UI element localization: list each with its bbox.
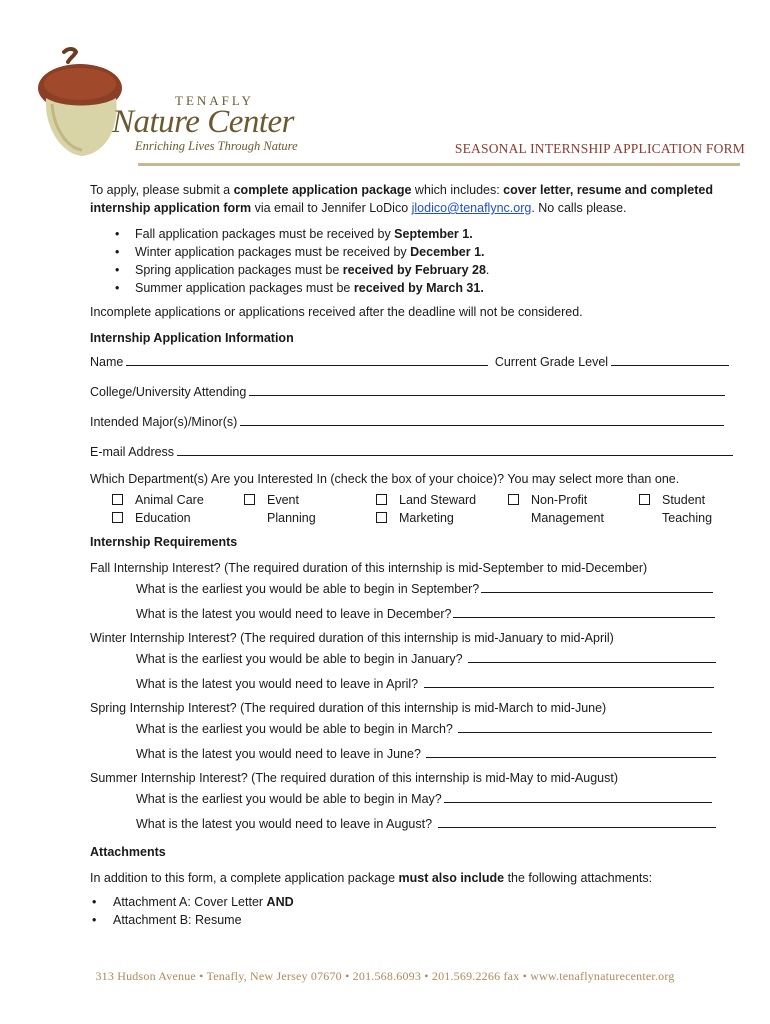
summer-leave-row: What is the latest you would need to leave in August?: [90, 812, 740, 837]
fall-leave-field[interactable]: [453, 617, 715, 618]
intro-paragraph: To apply, please submit a complete application package which includes: cover letter, resume and completed internship application form via email to Jennifer LoDico jlodico@tenaflync.org. No calls please.: [90, 183, 713, 215]
email-link[interactable]: jlodico@tenaflync.org: [411, 201, 532, 215]
summer-begin-row: What is the earliest you would be able to begin in May?: [90, 787, 740, 812]
brand-tagline: Enriching Lives Through Nature: [135, 139, 298, 153]
list-item: • Winter application packages must be received by December 1.: [135, 243, 740, 261]
spring-interest: Spring Internship Interest? (The required duration of this internship is mid-March to mid-June): [90, 701, 607, 715]
checkbox-land-steward[interactable]: Land Steward: [376, 491, 476, 509]
college-field[interactable]: [249, 395, 725, 396]
email-label: E-mail Address: [90, 445, 175, 459]
winter-leave-row: What is the latest you would need to leave in April?: [90, 672, 740, 697]
major-field[interactable]: [240, 425, 724, 426]
email-row: [90, 437, 740, 467]
college-label: College/University Attending: [90, 385, 247, 399]
checkbox-education[interactable]: Education: [112, 509, 204, 527]
name-label: Name: [90, 355, 124, 369]
attachment-list: [90, 893, 740, 929]
checkbox-icon: [376, 512, 387, 523]
checkbox-icon: [508, 494, 519, 505]
checkbox-icon: [244, 494, 255, 505]
email-field[interactable]: [177, 455, 733, 456]
grade-label: Current Grade Level: [494, 355, 609, 369]
list-item: • Fall application packages must be received by September 1.: [135, 225, 740, 243]
spring-begin-row: What is the earliest you would be able to begin in March?: [90, 717, 740, 742]
footer-address: 313 Hudson Avenue • Tenafly, New Jersey 07670 • 201.568.6093 • 201.569.2266 fax • www.tenaflynaturecenter.org: [95, 969, 675, 983]
major-label: Intended Major(s)/Minor(s): [90, 415, 238, 429]
brand-top-text: TENAFLY: [175, 93, 254, 108]
checkbox-student-teaching[interactable]: Student Teaching: [639, 491, 712, 527]
fall-begin-field[interactable]: [481, 592, 713, 593]
checkbox-marketing[interactable]: Marketing: [376, 509, 476, 527]
winter-begin-field[interactable]: [468, 662, 716, 663]
requirements-heading: Internship Requirements: [90, 535, 238, 549]
department-question: Which Department(s) Are you Interested In (check the box of your choice)? You may select more than one.: [90, 472, 680, 486]
checkbox-icon: [112, 512, 123, 523]
checkbox-icon: [639, 494, 650, 505]
form-content: [90, 181, 740, 929]
checkbox-nonprofit-management[interactable]: Non-Profit Management: [508, 491, 604, 527]
list-item: • Attachment A: Cover Letter AND: [113, 893, 740, 911]
checkbox-icon: [112, 494, 123, 505]
nature-center-logo: [34, 44, 304, 160]
name-field[interactable]: [126, 365, 488, 366]
winter-leave-field[interactable]: [424, 687, 714, 688]
checkbox-event-planning[interactable]: Event Planning: [244, 491, 316, 527]
winter-interest: Winter Internship Interest? (The required duration of this internship is mid-January to mid-April): [90, 631, 614, 645]
fall-interest: Fall Internship Interest? (The required duration of this internship is mid-September to mid-December): [90, 561, 648, 575]
info-heading: Internship Application Information: [90, 331, 294, 345]
checkbox-icon: [376, 494, 387, 505]
form-title: SEASONAL INTERNSHIP APPLICATION FORM: [454, 141, 745, 156]
fall-leave-row: What is the latest you would need to leave in December?: [90, 602, 740, 627]
summer-interest: Summer Internship Interest? (The required duration of this internship is mid-May to mid-August): [90, 771, 619, 785]
list-item: • Spring application packages must be received by February 28.: [135, 261, 740, 279]
college-row: [90, 377, 740, 407]
summer-begin-field[interactable]: [444, 802, 712, 803]
deadline-list: [90, 225, 740, 297]
list-item: • Summer application packages must be received by March 31.: [135, 279, 740, 297]
winter-begin-row: What is the earliest you would be able to begin in January?: [90, 647, 740, 672]
spring-leave-field[interactable]: [426, 757, 716, 758]
deadline-note: Incomplete applications or applications received after the deadline will not be considered.: [90, 305, 583, 319]
spring-begin-field[interactable]: [458, 732, 712, 733]
grade-field[interactable]: [611, 365, 729, 366]
header-divider: [138, 163, 740, 166]
summer-leave-field[interactable]: [438, 827, 716, 828]
attachments-heading: Attachments: [90, 845, 166, 859]
major-row: [90, 407, 740, 437]
attachments-intro: In addition to this form, a complete application package must also include the following attachments:: [90, 871, 653, 885]
fall-begin-row: What is the earliest you would be able to begin in September?: [90, 577, 740, 602]
department-options: [90, 491, 740, 527]
name-row: [90, 347, 740, 377]
list-item: • Attachment B: Resume: [113, 911, 740, 929]
brand-name: Nature Center: [112, 104, 295, 140]
checkbox-animal-care[interactable]: Animal Care: [112, 491, 204, 509]
spring-leave-row: What is the latest you would need to leave in June?: [90, 742, 740, 767]
